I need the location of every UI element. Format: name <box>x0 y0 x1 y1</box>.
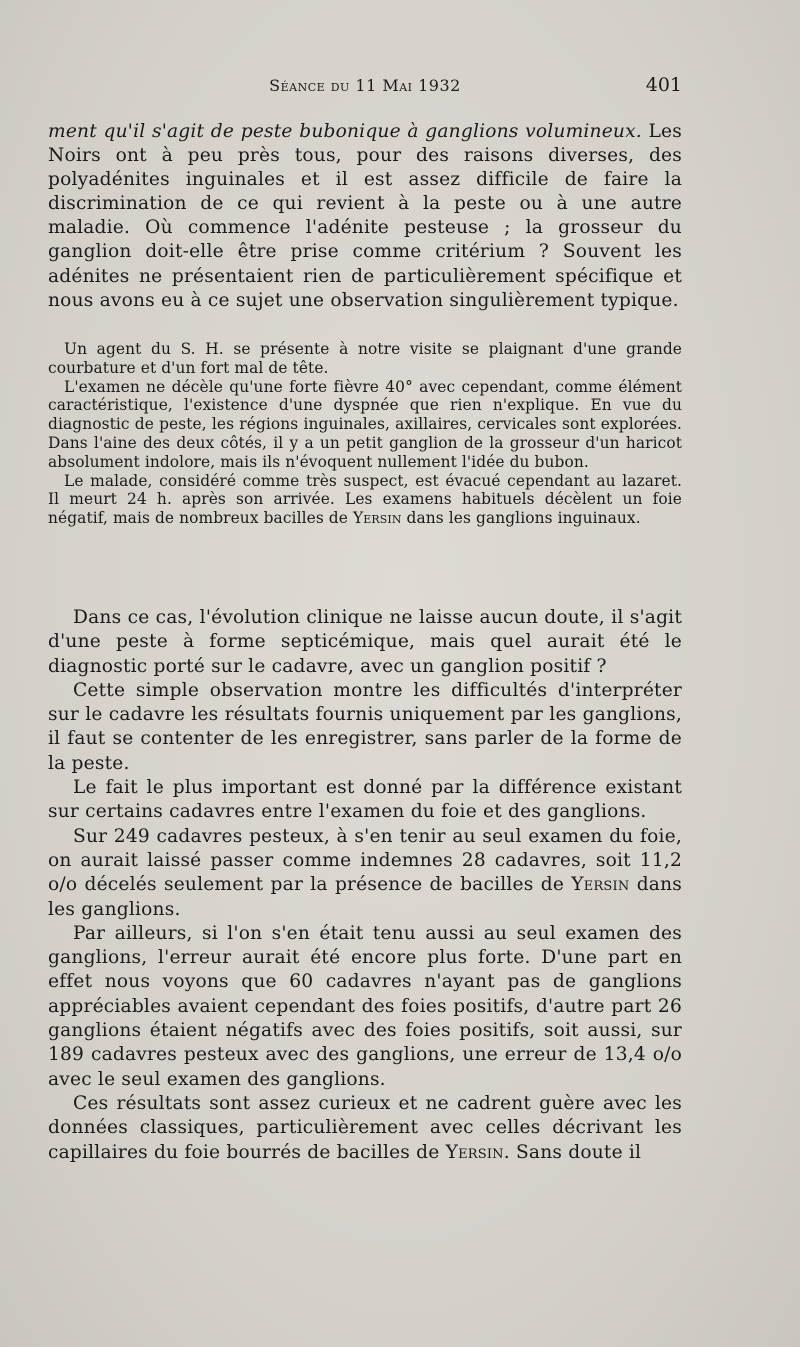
running-head: Séance du 11 Mai 1932 <box>269 76 461 95</box>
discussion <box>48 606 682 1165</box>
author-name: Yersin <box>571 874 630 896</box>
case-paragraph <box>48 472 682 528</box>
paragraph: Cette simple observation montre les difficultés d'interpréter sur le cadavre les résultats fournis uniquement par les ganglions, il faut se contenter de les enregistrer, sans parler de la forme de la peste. <box>48 679 682 774</box>
paragraph: Dans ce cas, l'évolution clinique ne laisse aucun doute, il s'agit d'une peste à forme septicémique, mais quel aurait été le diagnostic porté sur le cadavre, avec un ganglion positif ? <box>48 607 682 677</box>
page-number: 401 <box>645 74 682 96</box>
case-paragraph: Un agent du S. H. se présente à notre visite se plaignant d'une grande courbature et d'un fort mal de tête. <box>48 340 682 377</box>
paragraph-text: dans les ganglions. <box>48 874 683 920</box>
paragraph <box>48 1092 682 1165</box>
author-name: Yersin <box>445 1141 504 1163</box>
author-name: Yersin <box>352 509 402 528</box>
opening-paragraph <box>48 120 682 313</box>
paragraph: Le fait le plus important est donné par la différence existant sur certains cadavres entre l'examen du foie et des ganglions. <box>48 777 682 823</box>
page-header <box>48 74 682 100</box>
case-report <box>48 340 682 528</box>
paragraph: Par ailleurs, si l'on s'en était tenu aussi au seul examen des ganglions, l'erreur aurait été encore plus forte. D'une part en effet nous voyons que 60 cadavres n'ayant pas de ganglions appréciables avaient cependant des foies positifs, d'autre part 26 ganglions étaient négatifs avec des foies positifs, soit aussi, sur 189 cadavres pesteux avec des ganglions, une erreur de 13,4 o/o avec le seul examen des ganglions. <box>48 922 682 1090</box>
paragraph-text: Ces résultats sont assez curieux et ne cadrent guère avec les données classiques, particulièrement avec celles décrivant les capillaires du foie bourrés de bacilles de <box>48 1092 682 1163</box>
case-text: Le malade, considéré comme très suspect, est évacué cependant au lazaret. Il meurt 24 h. après son arrivée. Les examens habituels décèlent un foie négatif, mais de nombreux bacilles de <box>48 471 682 528</box>
paragraph-text: . Sans doute il <box>503 1141 642 1163</box>
paragraph <box>48 120 682 313</box>
case-text: dans les ganglions inguinaux. <box>401 509 641 528</box>
paragraph-text: Sur 249 cadavres pesteux, à s'en tenir au seul examen du foie, on aurait laissé passer comme indemnes 28 cadavres, soit 11,2 o/o décelés seulement par la présence de bacilles de <box>48 825 682 896</box>
paragraph <box>48 825 682 922</box>
paragraph-text: Les Noirs ont à peu près tous, pour des raisons diverses, des polyadénites inguinales et il est assez difficile de faire la discrimination de ce qui revient à la peste ou à une autre maladie. Où commence l'adénite pesteuse ; la grosseur du ganglion doit-elle être prise comme critérium ? Souvent les adénites ne présentaient rien de particulièrement spécifique et nous avons eu à ce sujet une observation singulièrement typique. <box>48 121 682 311</box>
italic-phrase: ment qu'il s'agit de peste bubonique à ganglions volumineux. <box>48 121 642 142</box>
case-paragraph: L'examen ne décèle qu'une forte fièvre 40° avec cependant, comme élément caractéristique, l'existence d'une dyspnée que rien n'explique. En vue du diagnostic de peste, les régions inguinales, axillaires, cervicales sont explorées. Dans l'aine des deux côtés, il y a un petit ganglion de la grosseur d'un haricot absolument indolore, mais ils n'évoquent nullement l'idée du bubon. <box>48 377 682 471</box>
